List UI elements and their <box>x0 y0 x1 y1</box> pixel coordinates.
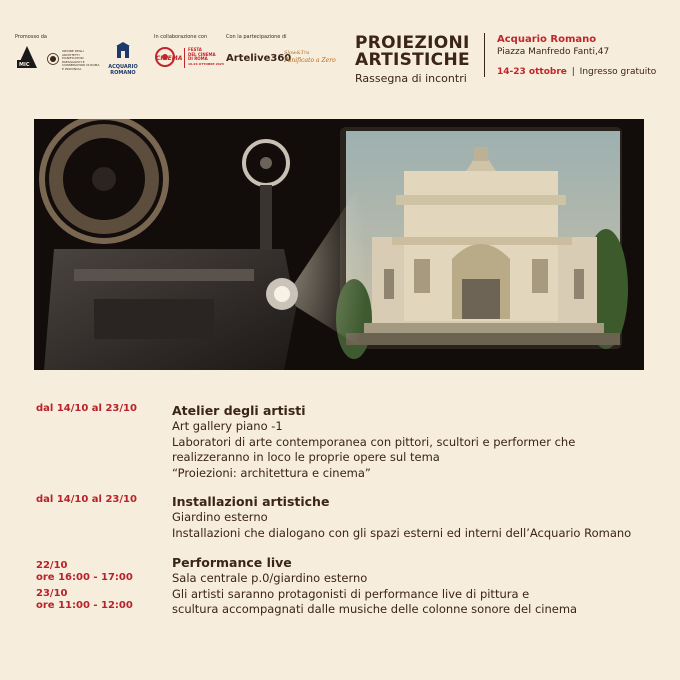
event-date: 23/10 <box>36 588 68 599</box>
event-body <box>172 494 652 541</box>
event-desc-line: scultura accompagnati dalle musiche delle colonne sonore del cinema <box>172 602 578 616</box>
event-place: Sala centrale p.0/giardino esterno <box>172 571 368 585</box>
event-title: Installazioni artistiche <box>172 494 330 509</box>
venue-address: Piazza Manfredo Fanti,47 <box>497 47 610 57</box>
title-block <box>355 35 470 85</box>
event-when <box>36 560 133 612</box>
event-time: ore 16:00 - 17:00 <box>36 572 133 583</box>
promoted-by-label: Promosso da <box>15 34 47 40</box>
event-title: Performance live <box>172 555 292 570</box>
mic-logo <box>15 44 39 70</box>
event-body <box>172 403 652 481</box>
festa-cinema-logo <box>188 48 224 66</box>
cinema-logo <box>154 46 184 68</box>
festa-line2: DEL CINEMA <box>188 51 216 57</box>
artelive-logo <box>226 53 291 64</box>
header <box>0 0 680 100</box>
event-date: 22/10 <box>36 560 68 571</box>
dates-separator: | <box>571 67 575 77</box>
event-desc-line: Laboratori di arte contemporanea con pittori, scultori e performer che <box>172 434 576 449</box>
event-desc-line: Installazioni che dialogano con gli spazi esterni ed interni dell’Acquario Romano <box>172 525 632 540</box>
event-when <box>36 494 137 506</box>
artelive-b: live360 <box>250 53 292 64</box>
hero-photo <box>34 119 644 370</box>
ordine-architetti-text: ORDINE DEGLI ARCHITETTI PIANIFICATORI PAESAGGISTI E CONSERVATORI DI ROMA E PROVINCIA <box>62 49 100 71</box>
event-place: Art gallery piano -1 <box>172 419 283 433</box>
venue-dates <box>497 67 656 77</box>
acquario-line1: ACQUARIO <box>108 64 138 70</box>
event-time: ore 11:00 - 12:00 <box>36 600 133 611</box>
festa-line4: 16-26 OTTOBRE 2025 <box>188 61 224 66</box>
event-desc-line: realizzeranno in loco le proprie opere sul tema <box>172 450 440 464</box>
event-desc-line: “Proiezioni: architettura e cinema” <box>172 465 371 480</box>
acquario-line2: ROMANO <box>110 70 136 76</box>
collab-label: In collaborazione con <box>154 34 208 40</box>
subtitle: Rassegna di incontri <box>355 72 467 85</box>
panificato-line1: Slow&Tra <box>284 50 310 56</box>
festa-line1: FESTA <box>188 47 202 52</box>
event-when <box>36 403 137 415</box>
partecipation-label: Con la partecipazione di <box>226 34 287 40</box>
collab-divider <box>184 48 185 68</box>
venue-block <box>497 34 609 57</box>
event-title: Atelier degli artisti <box>172 403 306 418</box>
event-date: dal 14/10 al 23/10 <box>36 403 137 414</box>
panificato-logo <box>284 50 336 64</box>
event-desc-line: Gli artisti saranno protagonisti di performance live di pittura e <box>172 586 530 601</box>
event-body <box>172 555 652 618</box>
projected-screen <box>336 127 628 359</box>
acquario-romano-logo <box>108 42 138 76</box>
dates: 14-23 ottobre <box>497 67 567 77</box>
venue-name: Acquario Romano <box>497 34 597 45</box>
festa-line3: DI ROMA <box>188 56 208 62</box>
mic-text: MIC <box>19 62 30 68</box>
event-place: Giardino esterno <box>172 510 268 524</box>
title-line1: PROIEZIONI <box>355 33 470 53</box>
cinema-text: CINEMA <box>156 55 183 62</box>
title-line2: ARTISTICHE <box>355 50 470 70</box>
entry-info: Ingresso gratuito <box>579 67 657 77</box>
event-date: dal 14/10 al 23/10 <box>36 494 137 505</box>
header-divider <box>484 33 485 77</box>
ordine-seal-icon <box>47 50 59 62</box>
panificato-line2: Panificato a Zero <box>284 57 336 64</box>
artelive-a: Arte <box>226 53 251 64</box>
